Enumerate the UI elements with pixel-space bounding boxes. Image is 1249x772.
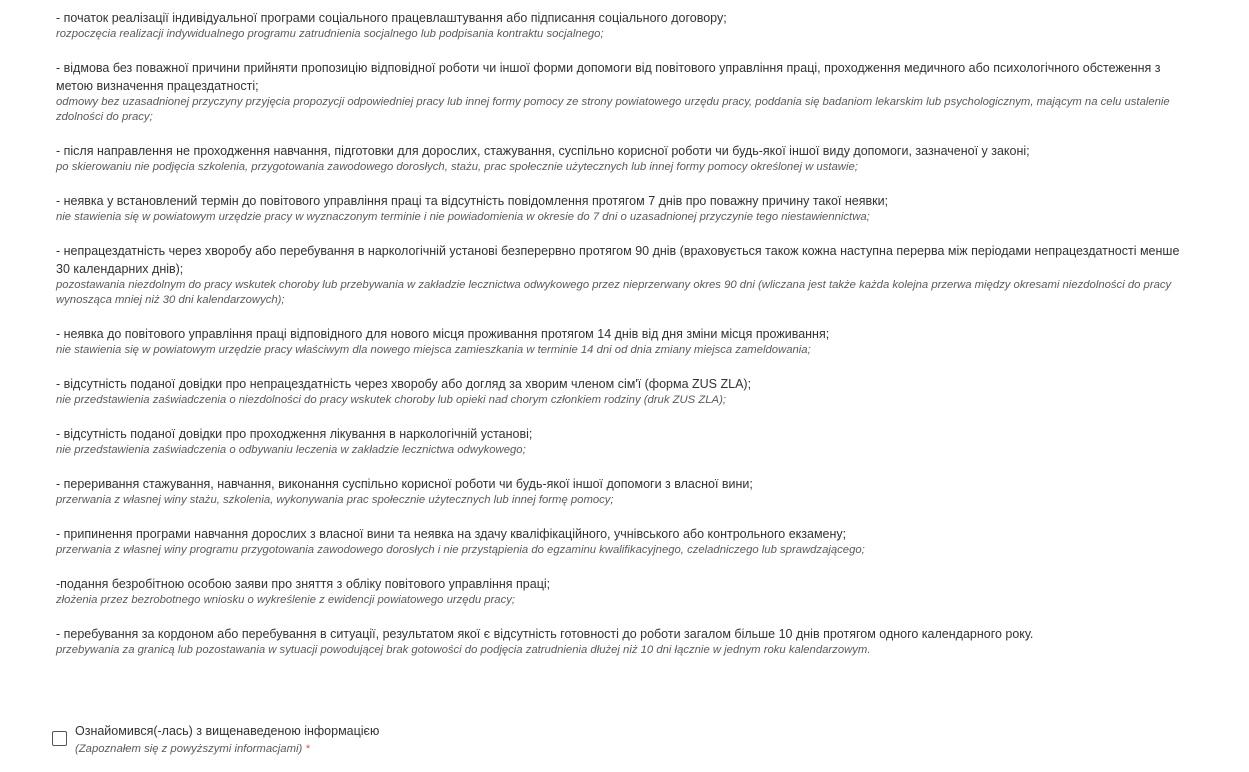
item-text-pl: po skierowaniu nie podjęcia szkolenia, przygotowania zawodowego dorosłych, stażu, prac społecznie użytecznych lub innej formy pomocy określonej w ustawie; xyxy=(56,161,858,173)
item-text-pl: przerwania z własnej winy programu przygotowania zawodowego dorosłych i nie przystąpienia do egzaminu kwalifikacyjnego, czeladniczego lub sprawdzającego; xyxy=(56,544,865,556)
list-item xyxy=(56,575,1196,608)
required-asterisk: * xyxy=(305,743,310,755)
list-item xyxy=(56,242,1196,308)
item-text-pl: nie przedstawienia zaświadczenia o odbywaniu leczenia w zakładzie lecznictwa odwykowego; xyxy=(56,444,526,456)
item-text-pl: nie stawienia się w powiatowym urzędzie pracy właściwym dla nowego miejsca zamieszkania w terminie 14 dni od dnia zmiany miejsca zameldowania; xyxy=(56,344,811,356)
item-text-ua: -подання безробітною особою заяви про зняття з обліку повітового управління праці; xyxy=(56,577,551,591)
acknowledge-field xyxy=(52,722,379,758)
item-text-ua: - після направлення не проходження навчання, підготовки для дорослих, стажування, суспільно корисної роботи чи будь-якої іншої виду допомоги, зазначеної у законі; xyxy=(56,144,1030,158)
list-item xyxy=(56,9,1196,42)
list-item xyxy=(56,375,1196,408)
acknowledge-label-ua: Ознайомився(-лась) з вищенаведеною інформацією xyxy=(75,724,380,738)
item-text-pl: przebywania za granicą lub pozostawania w sytuacji powodującej brak gotowości do podjęcia zatrudnienia dłużej niż 10 dni łącznie w jednym roku kalendarzowym. xyxy=(56,644,871,656)
item-text-ua: - відсутність поданої довідки про проходження лікування в наркологічній установі; xyxy=(56,427,533,441)
list-item xyxy=(56,625,1196,658)
list-item xyxy=(56,475,1196,508)
acknowledge-label[interactable] xyxy=(75,722,379,758)
item-text-pl: odmowy bez uzasadnionej przyczyny przyjęcia propozycji odpowiedniej pracy lub innej formy pomocy ze strony powiatowego urzędu pracy, poddania się badaniom lekarskim lub psychologicznym, mającym na celu ustalenie zdolności do pracy; xyxy=(56,96,1170,123)
item-text-ua: - відмова без поважної причини прийняти пропозицію відповідної роботи чи іншої форми допомоги від повітового управління праці, проходження медичного або психологічного обстеження з метою визначення працездатності; xyxy=(56,61,1161,93)
list-item xyxy=(56,192,1196,225)
item-text-ua: - непрацездатність через хворобу або перебування в наркологічній установі безперервно протягом 90 днів (враховується також кожна наступна перерва між періодами непрацездатності менше 30 календарних днів); xyxy=(56,244,1180,276)
list-item xyxy=(56,59,1196,125)
item-text-pl: rozpoczęcia realizacji indywidualnego programu zatrudnienia socjalnego lub podpisania kontraktu socjalnego; xyxy=(56,28,604,40)
item-text-pl: nie przedstawienia zaświadczenia o niezdolności do pracy wskutek choroby lub opieki nad chorym członkiem rodziny (druk ZUS ZLA); xyxy=(56,394,726,406)
item-text-ua: - відсутність поданої довідки про непрацездатність через хворобу або догляд за хворим членом сім'ї (форма ZUS ZLA); xyxy=(56,377,752,391)
item-text-ua: - неявка до повітового управління праці відповідного для нового місця проживання протягом 14 днів від дня зміни місця проживання; xyxy=(56,327,830,341)
item-text-ua: - початок реалізації індивідуальної програми соціального працевлаштування або підписання соціального договору; xyxy=(56,11,727,25)
item-text-ua: - переривання стажування, навчання, виконання суспільно корисної роботи чи будь-якої іншої допомоги з власної вини; xyxy=(56,477,753,491)
acknowledge-label-pl: (Zapoznałem się z powyższymi informacjami) xyxy=(75,743,303,755)
item-text-ua: - перебування за кордоном або перебування в ситуації, результатом якої є відсутність готовності до роботи загалом більше 10 днів протягом одного календарного року. xyxy=(56,627,1034,641)
list-item xyxy=(56,525,1196,558)
list-item xyxy=(56,325,1196,358)
info-list xyxy=(56,9,1196,675)
item-text-pl: nie stawienia się w powiatowym urzędzie pracy w wyznaczonym terminie i nie powiadomienia w okresie do 7 dni o uzasadnionej przyczynie tego niestawiennictwa; xyxy=(56,211,870,223)
item-text-pl: złożenia przez bezrobotnego wniosku o wykreślenie z ewidencji powiatowego urzędu pracy; xyxy=(56,594,516,606)
item-text-pl: pozostawania niezdolnym do pracy wskutek choroby lub przebywania w zakładzie lecznictwa odwykowego przez nieprzerwany okres 90 dni (wliczana jest także każda kolejna przerwa między okresami niezdolności do pracy wynosząca mniej niż 30 dni kalendarzowych); xyxy=(56,279,1172,306)
acknowledge-checkbox[interactable] xyxy=(52,731,67,746)
item-text-pl: przerwania z własnej winy stażu, szkolenia, wykonywania prac społecznie użytecznych lub innej formę pomocy; xyxy=(56,494,614,506)
list-item xyxy=(56,142,1196,175)
list-item xyxy=(56,425,1196,458)
item-text-ua: - припинення програми навчання дорослих з власної вини та неявка на здачу кваліфікаційного, учнівського або контрольного екзамену; xyxy=(56,527,847,541)
item-text-ua: - неявка у встановлений термін до повітового управління праці та відсутність повідомлення протягом 7 днів про поважну причину такої неявки; xyxy=(56,194,889,208)
